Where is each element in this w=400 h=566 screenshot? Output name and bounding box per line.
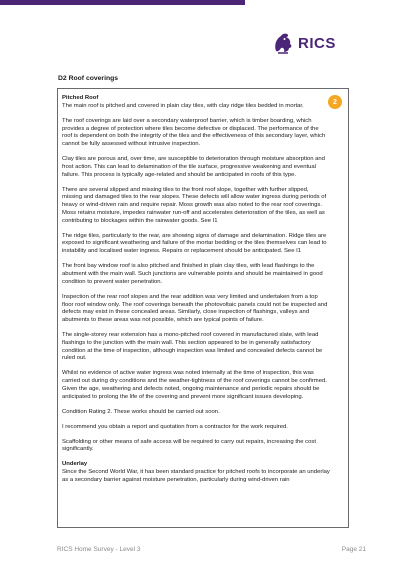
- paragraph: The single-storey rear extension has a mono-pitched roof covered in manufactured slate, with lead flashings to the junction with the main wall. This section appeared to be in generally satisfactory condition at the time of inspection, although inspection was limited and concealed defects cannot be ruled out.: [62, 332, 323, 362]
- top-accent-bar: [0, 0, 245, 5]
- paragraph: Clay tiles are porous and, over time, are susceptible to deterioration through moisture absorption and frost action. This can lead to delamination of the tile surface, progressive weakening and eventual failure. This process is typically age-related and should be anticipated in roofs of this type.: [62, 156, 325, 178]
- paragraph: The front bay window roof is also pitched and finished in plain clay tiles, with lead flashings to the abutment with the main wall. Such junctions are vulnerable points and should be maintained in good condition to prevent water penetration.: [62, 263, 323, 285]
- paragraph: There are several slipped and missing tiles to the front roof slope, together with further slipped, missing and damaged tiles to the rear slopes. These defects will allow water ingress during periods of heavy or wind-driven rain and require repair. Moss growth was also noted to the rear roof coverings. Moss retains moisture, impedes rainwater run-off and accelerates deterioration of the tiles, as well as contributing to blockages within the rainwater goods. See I1: [62, 186, 327, 224]
- section-title: D2 Roof coverings: [58, 75, 119, 82]
- heading-underlay: Underlay: [62, 461, 88, 468]
- panel-content: [62, 95, 330, 492]
- rics-lion-icon: [272, 31, 294, 55]
- paragraph: The ridge tiles, particularly to the rear, are showing signs of damage and delamination. Ridge tiles are exposed to significant weathering and failure of the mortar bedding or the tiles themselves can lead to instability and localised water ingress. Repairs or replacement should be anticipated. See I1: [62, 232, 327, 255]
- paragraph: Condition Rating 2. These works should be carried out soon.: [62, 408, 220, 415]
- roof-coverings-panel: [57, 88, 349, 528]
- paragraph: Whilst no evidence of active water ingress was noted internally at the time of inspection, this was carried out during dry conditions and the weather-tightness of the roof coverings cannot be confirmed. Given the age, weathering and defects noted, ongoing maintenance and periodic repairs should be anticipated to prolong the life of the covering and prevent more significant issues developing.: [62, 370, 327, 400]
- footer-page-number: Page 21: [341, 546, 366, 553]
- paragraph: The roof coverings are laid over a secondary waterproof barrier, which is timber boarding, which provides a degree of protection where tiles become defective or displaced. The performance of the roof is dependent on both the integrity of the tiles and the effectiveness of this secondary layer, which cannot be fully assessed without intrusive inspection.: [62, 117, 326, 148]
- footer-document-title: RICS Home Survey - Level 3: [57, 546, 141, 553]
- paragraph: Since the Second World War, it has been standard practice for pitched roofs to incorporate an underlay as a secondary barrier against moisture penetration, particularly during wind-driven rain: [62, 469, 330, 483]
- paragraph: Inspection of the rear roof slopes and the rear addition was very limited and undertaken from a top floor roof window only. The roof coverings beneath the photovoltaic panels could not be inspected and defects may exist in these concealed areas. Similarly, close inspection of flashings, valleys and abutments to these areas was not possible, which are typical points of failure.: [62, 293, 328, 324]
- paragraph: I recommend you obtain a report and quotation from a contractor for the work required.: [62, 423, 288, 430]
- rics-wordmark: RICS: [298, 34, 336, 52]
- rics-logo: [272, 31, 336, 55]
- paragraph: The main roof is pitched and covered in plain clay tiles, with clay ridge tiles bedded in mortar.: [62, 102, 304, 109]
- paragraph: Scaffolding or other means of safe access will be required to carry out repairs, increasing the cost significantly.: [62, 438, 316, 453]
- heading-pitched-roof: Pitched Roof: [62, 95, 99, 101]
- condition-rating-badge: 2: [328, 95, 342, 109]
